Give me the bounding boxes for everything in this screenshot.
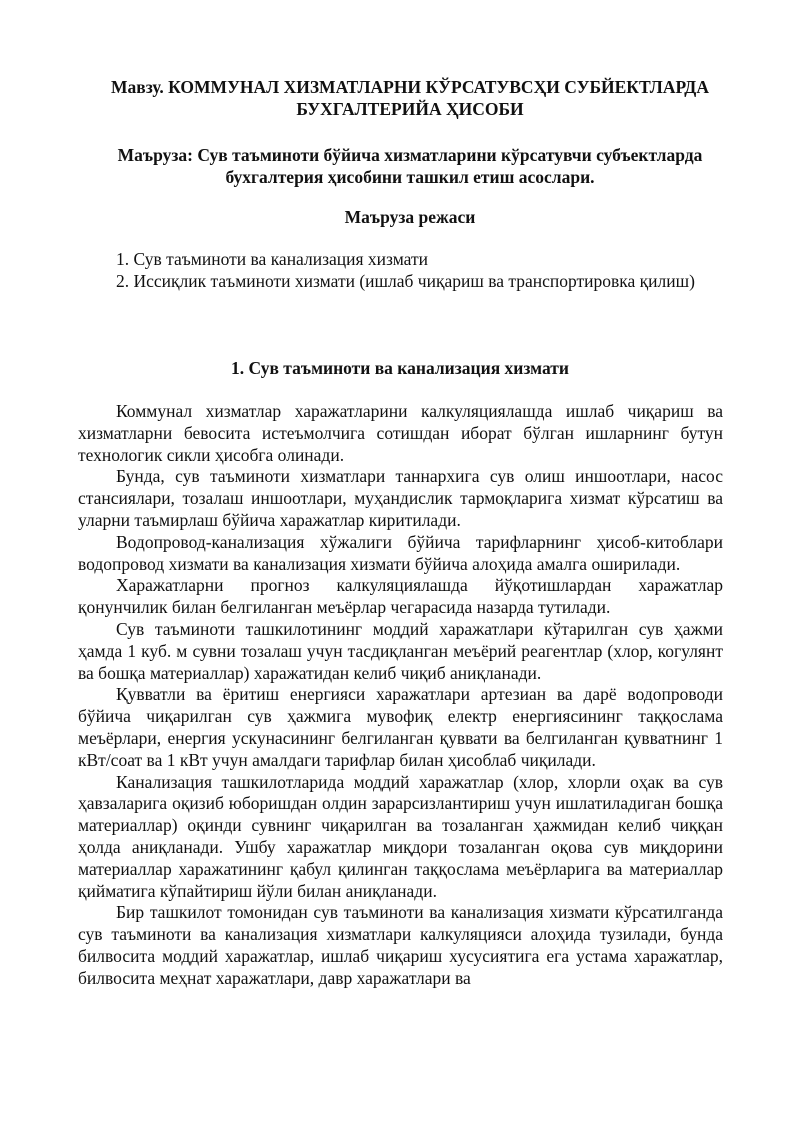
paragraph: Сув таъминоти ташкилотининг моддий харажатлари кўтарилган сув ҳажми ҳамда 1 куб. м сувни тозалаш учун тасдиқланган меъёрий реагентлар (хлор, когулянт ва бошқа материаллар) харажатидан келиб чиқиб аниқланади. (78, 618, 723, 683)
body-text (78, 401, 723, 990)
document-title: Мавзу. КОММУНАЛ ХИЗМАТЛАРНИ КЎРСАТУВСҲИ СУБЙЕКТЛАРДА БУХГАЛТЕРИЙА ҲИСОБИ (111, 77, 709, 119)
lecture-title: Маъруза: Сув таъминоти бўйича хизматларини кўрсатувчи субъектларда бухгалтерия ҳисобини ташкил етиш асослари. (117, 145, 703, 187)
paragraph: Харажатларни прогноз калкуляциялашда йўқотишлардан харажатлар қонунчилик билан белгиланган меъёрлар чегарасида назарда тутилади. (78, 575, 723, 618)
plan-heading: Маъруза режаси (344, 207, 476, 227)
paragraph: Бир ташкилот томонидан сув таъминоти ва канализация хизмати кўрсатилганда сув таъминоти ва канализация хизматлари калкуляцияси алоҳида тузилади, бунда билвосита моддий харажатлар, ишлаб чиқариш хусусиятига ега устама харажатлар, билвосита меҳнат харажатлари, давр харажатлари ва (78, 902, 723, 988)
paragraph: Коммунал хизматлар харажатларини калкуляциялашда ишлаб чиқариш ва хизматларни бевосита истеъмолчига сотишдан иборат бўлган ишларнинг бутун технологик сикли ҳисобга олинади. (78, 401, 723, 465)
plan-item: 1. Сув таъминоти ва канализация хизмати (116, 249, 428, 269)
plan-item: 2. Иссиқлик таъминоти хизмати (ишлаб чиқариш ва транспортировка қилиш) (116, 271, 695, 291)
paragraph: Қувватли ва ёритиш енергияси харажатлари артезиан ва дарё водопроводи бўйича чиқарилган сув ҳажмига мувофиқ електр енергиясининг таққослама меъёрлари, енергия ускунасининг белгиланган қуввати ва белгиланган қувватнинг 1 кВт/соат ва 1 кВт учун амалдаги тарифлар билан ҳисоблаб чиқилади. (78, 684, 723, 770)
plan-list (116, 248, 716, 292)
paragraph: Водопровод-канализация хўжалиги бўйича тарифларнинг ҳисоб-китоблари водопровод хизмати ва канализация хизмати бўйича алоҳида амалга оширилади. (78, 531, 723, 574)
paragraph: Бунда, сув таъминоти хизматлари таннархига сув олиш иншоотлари, насос стансиялари, тозалаш иншоотлари, муҳандислик тармоқларига хизмат кўрсатиш ва уларни таъмирлаш бўйича харажатлар киритилади. (78, 466, 723, 530)
section-heading: 1. Сув таъминоти ва канализация хизмати (231, 358, 569, 378)
paragraph: Канализация ташкилотларида моддий харажатлар (хлор, хлорли оҳак ва сув ҳавзаларига оқизиб юборишдан олдин зарарсизлантириш учун ишлатиладиган бошқа материаллар) оқинди сувнинг чиқарилган ва тозаланган ҳажмидан келиб чиққан ҳолда аниқланади. Ушбу харажатлар миқдори тозаланган оқова сув миқдорини материаллар харажатининг қабул қилинган таққослама меъёрларига ва материаллар қийматига кўпайтириш йўли билан аниқланади. (78, 771, 723, 901)
